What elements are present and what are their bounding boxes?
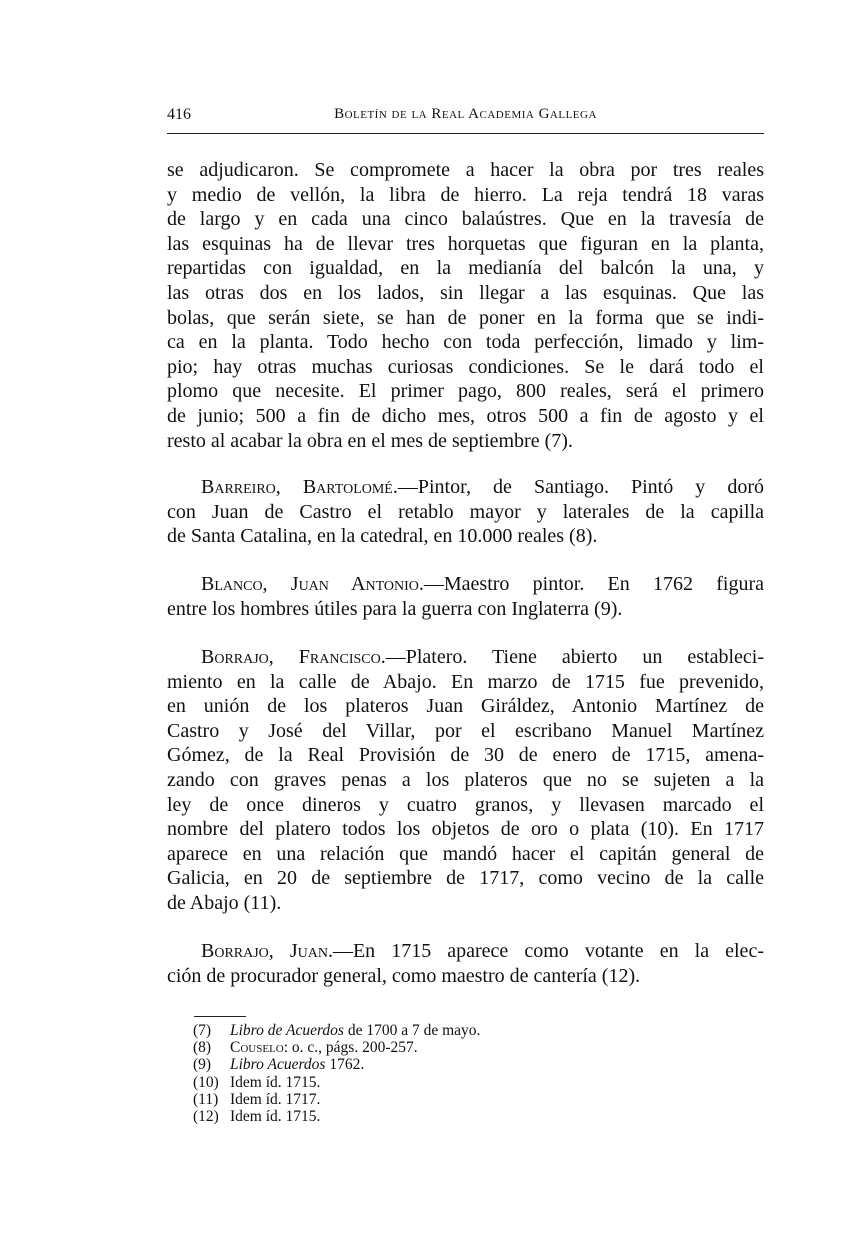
footnote-text	[230, 1039, 418, 1056]
text-line: en unión de los plateros Juan Giráldez, Antonio Martínez de	[167, 695, 764, 718]
entry-paragraph	[167, 939, 764, 988]
entry-paragraph	[167, 572, 764, 621]
text-line: de Santa Catalina, en la catedral, en 10.000 reales (8).	[167, 525, 598, 548]
header-rule	[167, 133, 764, 134]
footnote	[193, 1108, 480, 1125]
footnote-text	[230, 1108, 320, 1125]
text-line: zando con graves penas a los plateros que no se sujeten a la	[167, 768, 764, 791]
footnote-mark: (9)	[193, 1056, 212, 1074]
footnote-title: Libro Acuerdos	[230, 1056, 326, 1074]
line-text: —En 1715 aparece como votante en la elec-	[332, 940, 764, 962]
footnote-mark: (10)	[193, 1073, 219, 1091]
text-line: Gómez, de la Real Provisión de 30 de enero de 1715, amena-	[167, 744, 764, 767]
text-line: resto al acabar la obra en el mes de septiembre (7).	[167, 429, 573, 452]
entry-name: Borrajo, Francisco.	[201, 646, 386, 668]
text-line: con Juan de Castro el retablo mayor y laterales de la capilla	[167, 500, 764, 523]
text-line: y medio de vellón, la libra de hierro. La reja tendrá 18 varas	[167, 183, 764, 206]
line-text: —Maestro pintor. En 1762 figura	[423, 573, 764, 595]
text-line	[167, 645, 764, 670]
text-line: se adjudicaron. Se compromete a hacer la obra por tres reales	[167, 159, 764, 181]
entry-paragraph	[167, 645, 764, 916]
footnote	[193, 1022, 480, 1039]
text-line	[167, 939, 764, 964]
text-line: Galicia, en 20 de septiembre de 1717, como vecino de la calle	[167, 867, 764, 890]
page-number: 416	[167, 106, 191, 123]
footnote-text	[230, 1091, 320, 1108]
footnote	[193, 1039, 480, 1056]
text-line: las esquinas ha de llevar tres horquetas que figuran en la planta,	[167, 232, 764, 255]
footnote-detail: Idem íd. 1715.	[230, 1108, 321, 1126]
footnote-detail: Idem íd. 1715.	[230, 1073, 321, 1091]
footnotes	[193, 1022, 480, 1125]
footnote-mark: (12)	[193, 1108, 219, 1126]
text-line: nombre del platero todos los objetos de oro o plata (10). En 1717	[167, 818, 764, 841]
footnote-text	[230, 1022, 480, 1039]
footnote-detail: : o. c., págs. 200-257.	[283, 1039, 418, 1057]
footnote-mark: (11)	[193, 1090, 219, 1108]
text-line: ción de procurador general, como maestro de cantería (12).	[167, 964, 641, 987]
text-line: bolas, que serán siete, se han de poner en la forma que se indi-	[167, 306, 764, 329]
text-line: de Abajo (11).	[167, 891, 282, 914]
footnote-detail: 1762.	[325, 1056, 365, 1074]
line-text: —Platero. Tiene abierto un estableci-	[385, 646, 764, 668]
page-header	[167, 106, 764, 130]
footnote-text	[230, 1056, 364, 1073]
text-line	[167, 475, 764, 500]
text-line: aparece en una relación que mandó hacer el capitán general de	[167, 842, 764, 865]
footnote-title: Libro de Acuerdos	[230, 1022, 344, 1039]
text-line: las otras dos en los lados, sin llegar a las esquinas. Que las	[167, 281, 764, 304]
text-line: de junio; 500 a fin de dicho mes, otros 500 a fin de agosto y el	[167, 404, 764, 427]
text-line: pio; hay otras muchas curiosas condiciones. Se le dará todo el	[167, 355, 764, 378]
footnote-rule	[194, 1016, 246, 1017]
text-line: entre los hombres útiles para la guerra con Inglaterra (9).	[167, 597, 623, 620]
footnote-mark: (8)	[193, 1039, 212, 1057]
footnote-detail: Idem íd. 1717.	[230, 1090, 321, 1108]
entry-name: Barreiro, Bartolomé.	[201, 476, 398, 498]
text-line: plomo que necesite. El primer pago, 800 reales, será el primero	[167, 380, 764, 403]
line-text: —Pintor, de Santiago. Pintó y doró	[397, 476, 765, 498]
text-line: ca en la planta. Todo hecho con toda perfección, limado y lim-	[167, 331, 764, 354]
footnote-author: Couselo	[230, 1039, 284, 1057]
text-line: Castro y José del Villar, por el escribano Manuel Martínez	[167, 719, 764, 742]
text-line	[167, 572, 764, 597]
entry-name: Blanco, Juan Antonio.	[201, 573, 424, 595]
entry-paragraph	[167, 475, 764, 549]
footnote	[193, 1074, 480, 1091]
footnote-detail: de 1700 a 7 de mayo.	[343, 1022, 481, 1039]
footnote	[193, 1056, 480, 1073]
running-title: Boletín de la Real Academia Gallega	[334, 106, 597, 122]
text-line: ley de once dineros y cuatro granos, y llevasen marcado el	[167, 793, 764, 816]
footnote	[193, 1091, 480, 1108]
text-line: de largo y en cada una cinco balaústres. Que en la travesía de	[167, 208, 764, 231]
text-line: repartidas con igualdad, en la medianía del balcón la una, y	[167, 257, 764, 280]
entry-name: Borrajo, Juan.	[201, 940, 333, 962]
footnote-mark: (7)	[193, 1022, 212, 1039]
footnote-text	[230, 1074, 320, 1091]
paragraph-continued	[167, 158, 764, 453]
text-line: miento en la calle de Abajo. En marzo de 1715 fue prevenido,	[167, 670, 764, 693]
